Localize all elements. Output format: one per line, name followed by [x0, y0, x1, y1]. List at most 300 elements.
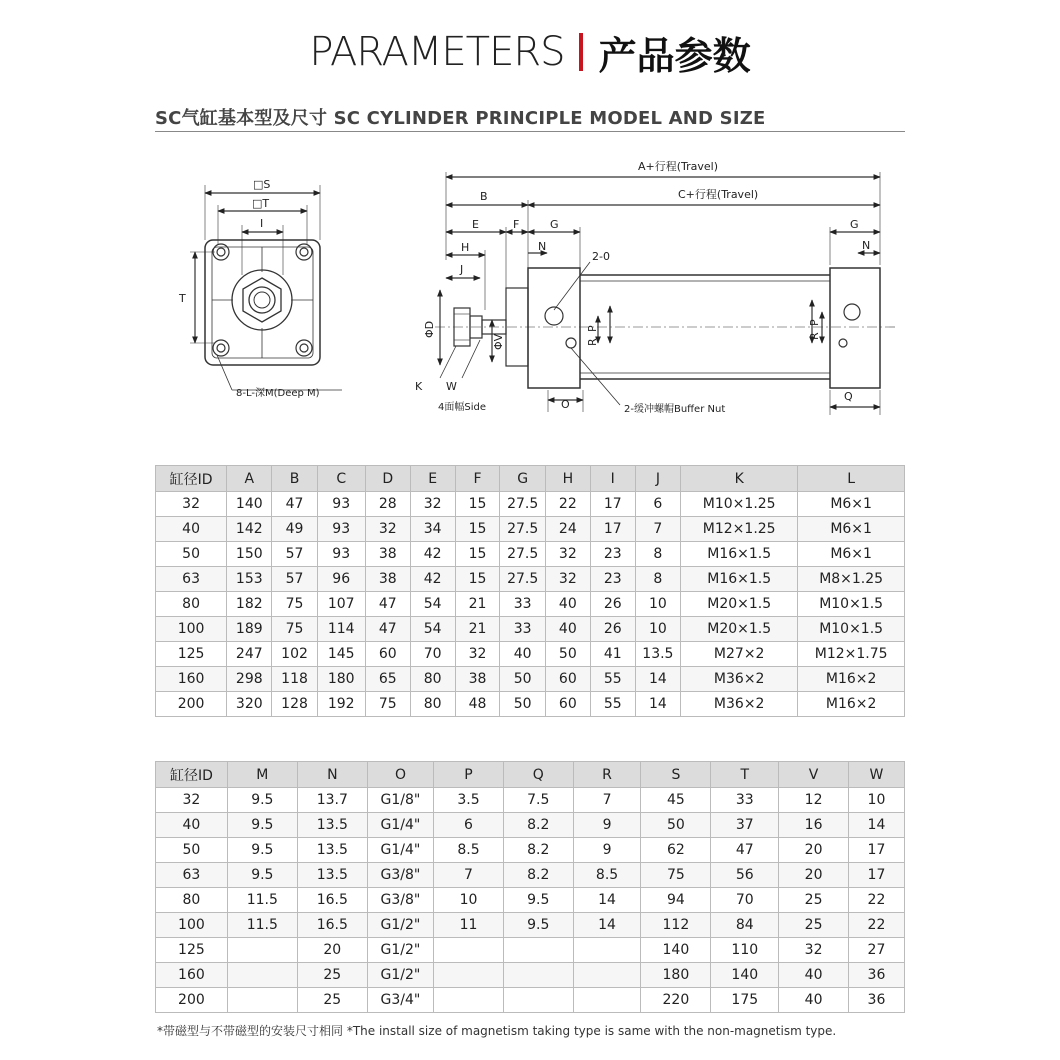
table-cell: 25 [297, 963, 367, 988]
table-cell: 7 [434, 863, 504, 888]
table-cell: 42 [410, 542, 455, 567]
table-cell: 27.5 [500, 567, 545, 592]
dim-n-label: N [538, 240, 547, 253]
table-cell [434, 938, 504, 963]
table-cell: 38 [455, 667, 500, 692]
table-cell: 145 [317, 642, 365, 667]
column-header: D [365, 466, 410, 492]
table-cell: 21 [455, 592, 500, 617]
table-cell: 112 [641, 913, 711, 938]
table-cell: M16×2 [798, 667, 905, 692]
table-cell: 57 [272, 567, 317, 592]
table-cell: 50 [545, 642, 590, 667]
table-cell: 13.5 [297, 838, 367, 863]
column-header: 缸径ID [156, 762, 228, 788]
table-cell: 14 [573, 888, 641, 913]
table-row [156, 617, 905, 642]
table-cell: 180 [641, 963, 711, 988]
table-cell: 40 [545, 617, 590, 642]
table-cell: 25 [779, 913, 849, 938]
table-cell: 75 [365, 692, 410, 717]
table-cell: M12×1.25 [681, 517, 798, 542]
table-cell: 32 [455, 642, 500, 667]
table-cell: 13.5 [635, 642, 680, 667]
dim-o-label: O [561, 398, 570, 411]
table-cell [503, 938, 573, 963]
table-cell [573, 988, 641, 1013]
table-cell: 118 [272, 667, 317, 692]
table-cell: 27.5 [500, 492, 545, 517]
table-cell: 140 [227, 492, 272, 517]
dim-d-label: ΦD [423, 320, 436, 338]
table-cell: 17 [590, 517, 635, 542]
table-cell: 7 [635, 517, 680, 542]
dim-k-label: K [415, 380, 423, 393]
table-cell: 10 [434, 888, 504, 913]
table-row [156, 667, 905, 692]
title-separator [579, 33, 583, 71]
column-header: G [500, 466, 545, 492]
table-cell: 11.5 [227, 888, 297, 913]
table-cell: 34 [410, 517, 455, 542]
table-cell: 6 [635, 492, 680, 517]
table-cell [227, 963, 297, 988]
table-cell: 32 [779, 938, 849, 963]
table-cell: G1/4" [367, 813, 433, 838]
table-cell: 8 [635, 567, 680, 592]
table-cell: 49 [272, 517, 317, 542]
table-cell: 32 [545, 542, 590, 567]
table-cell: 180 [317, 667, 365, 692]
table-cell: 93 [317, 492, 365, 517]
table-cell: 9.5 [227, 788, 297, 813]
dim-q-label: Q [844, 390, 853, 403]
dimension-table-2 [155, 761, 905, 1013]
table-cell: 3.5 [434, 788, 504, 813]
table-cell: 32 [365, 517, 410, 542]
table-cell: 27.5 [500, 542, 545, 567]
table-row [156, 988, 905, 1013]
column-header: J [635, 466, 680, 492]
table-cell: M6×1 [798, 542, 905, 567]
dim-i-label: I [260, 217, 264, 230]
table-cell: 40 [500, 642, 545, 667]
table-cell: 28 [365, 492, 410, 517]
table-cell: 102 [272, 642, 317, 667]
table-cell: 75 [272, 592, 317, 617]
dim-g-label: G [550, 218, 559, 231]
table-cell: 125 [156, 642, 227, 667]
dim-n2-label: N [862, 239, 871, 252]
table-row [156, 813, 905, 838]
column-header: N [297, 762, 367, 788]
table-row [156, 542, 905, 567]
table-cell: 60 [545, 667, 590, 692]
table-cell: 15 [455, 492, 500, 517]
front-view [190, 185, 342, 390]
table-cell: 114 [317, 617, 365, 642]
table-row [156, 963, 905, 988]
table-cell: 36 [848, 988, 904, 1013]
table-cell: 107 [317, 592, 365, 617]
column-header: V [779, 762, 849, 788]
table-cell: M16×1.5 [681, 542, 798, 567]
column-header: S [641, 762, 711, 788]
table-cell: 9 [573, 838, 641, 863]
dim-j-label: J [460, 263, 464, 276]
table-cell: 10 [848, 788, 904, 813]
table-cell: 8.5 [434, 838, 504, 863]
table-cell: 47 [365, 592, 410, 617]
table-cell: 140 [711, 963, 779, 988]
table-cell: 13.7 [297, 788, 367, 813]
table-cell [227, 938, 297, 963]
table-cell: 20 [779, 863, 849, 888]
table-cell: 80 [156, 888, 228, 913]
table-cell: 26 [590, 592, 635, 617]
table-cell: 65 [365, 667, 410, 692]
table-row [156, 913, 905, 938]
table-row [156, 517, 905, 542]
table-cell: 32 [545, 567, 590, 592]
table-cell: G3/8" [367, 863, 433, 888]
footnote: *带磁型与不带磁型的安装尺寸相同 *The install size of magnetism taking type is same with the non-magnetism type. [157, 1024, 837, 1038]
table-cell: G3/8" [367, 888, 433, 913]
table-row [156, 592, 905, 617]
table-cell: 24 [545, 517, 590, 542]
table-cell: 192 [317, 692, 365, 717]
hole-note-label: 8-L-深M(Deep M) [236, 388, 320, 399]
table-cell: 100 [156, 913, 228, 938]
dim-t-label: □T [252, 197, 270, 210]
table-cell: 63 [156, 567, 227, 592]
table-cell: 150 [227, 542, 272, 567]
table-row [156, 838, 905, 863]
table-2-header-row [156, 762, 905, 788]
table-cell: 16.5 [297, 888, 367, 913]
table-row [156, 863, 905, 888]
table-cell: 96 [317, 567, 365, 592]
table-cell: 33 [500, 617, 545, 642]
table-cell: 14 [848, 813, 904, 838]
table-cell: 75 [641, 863, 711, 888]
table-cell: 22 [545, 492, 590, 517]
table-cell: 16 [779, 813, 849, 838]
table-cell: 70 [711, 888, 779, 913]
table-cell: 27.5 [500, 517, 545, 542]
table-cell: 8 [635, 542, 680, 567]
table-cell: M36×2 [681, 667, 798, 692]
column-header: L [798, 466, 905, 492]
table-cell: G1/2" [367, 938, 433, 963]
dim-a-label: A+行程(Travel) [638, 160, 719, 173]
table-row [156, 888, 905, 913]
table-row [156, 567, 905, 592]
table-cell: 40 [779, 963, 849, 988]
table-cell: 93 [317, 542, 365, 567]
table-cell: 220 [641, 988, 711, 1013]
table-cell: M6×1 [798, 492, 905, 517]
table-cell: 7.5 [503, 788, 573, 813]
table-cell: 6 [434, 813, 504, 838]
table-cell: 9 [573, 813, 641, 838]
table-cell: 33 [500, 592, 545, 617]
table-cell: 10 [635, 617, 680, 642]
table-cell: 50 [500, 692, 545, 717]
table-cell: 32 [156, 788, 228, 813]
table-cell: 40 [156, 517, 227, 542]
column-header: P [434, 762, 504, 788]
table-cell: 75 [272, 617, 317, 642]
table-cell: 20 [297, 938, 367, 963]
table-cell [434, 963, 504, 988]
dimension-table-1 [155, 465, 905, 717]
table-cell: 189 [227, 617, 272, 642]
table-cell: 84 [711, 913, 779, 938]
page-title-en: PARAMETERS [309, 29, 565, 75]
table-cell: 32 [156, 492, 227, 517]
table-cell: 10 [635, 592, 680, 617]
column-header: 缸径ID [156, 466, 227, 492]
table-cell: 160 [156, 963, 228, 988]
table-cell: 153 [227, 567, 272, 592]
table-cell: 50 [500, 667, 545, 692]
table-cell: M27×2 [681, 642, 798, 667]
table-cell: 8.2 [503, 863, 573, 888]
page-header [0, 26, 1060, 78]
table-cell: 9.5 [227, 813, 297, 838]
table-cell: 54 [410, 617, 455, 642]
dim-s-label: □S [253, 178, 271, 191]
column-header: B [272, 466, 317, 492]
table-cell: M16×2 [798, 692, 905, 717]
dim-p2-label: P [808, 319, 821, 326]
table-cell: 63 [156, 863, 228, 888]
table-cell: 41 [590, 642, 635, 667]
table-cell: M8×1.25 [798, 567, 905, 592]
table-cell: 48 [455, 692, 500, 717]
table-cell: 13.5 [297, 813, 367, 838]
table-cell: 15 [455, 567, 500, 592]
table-cell: 50 [641, 813, 711, 838]
table-cell: 23 [590, 567, 635, 592]
dim-v-label: ΦV [492, 333, 505, 350]
table-cell: 11.5 [227, 913, 297, 938]
table-cell: 27 [848, 938, 904, 963]
table-cell: M10×1.25 [681, 492, 798, 517]
table-cell: 16.5 [297, 913, 367, 938]
table-cell: 15 [455, 517, 500, 542]
table-cell: 11 [434, 913, 504, 938]
table-cell [227, 988, 297, 1013]
table-cell [434, 988, 504, 1013]
table-cell: 26 [590, 617, 635, 642]
table-cell: 55 [590, 667, 635, 692]
table-cell: 14 [635, 667, 680, 692]
table-cell: 80 [410, 667, 455, 692]
table-row [156, 938, 905, 963]
dim-c-label: C+行程(Travel) [678, 188, 759, 201]
table-cell: 54 [410, 592, 455, 617]
column-header: H [545, 466, 590, 492]
table-cell: 182 [227, 592, 272, 617]
table-cell: 17 [848, 838, 904, 863]
table-cell: 38 [365, 567, 410, 592]
page-title-zh: 产品参数 [598, 33, 751, 78]
section-title: SC气缸基本型及尺寸 SC CYLINDER PRINCIPLE MODEL AND SIZE [155, 108, 766, 129]
column-header: Q [503, 762, 573, 788]
table-cell [503, 963, 573, 988]
table-cell: 80 [410, 692, 455, 717]
table-cell: 142 [227, 517, 272, 542]
table-cell: G1/4" [367, 838, 433, 863]
table-cell: M36×2 [681, 692, 798, 717]
column-header: A [227, 466, 272, 492]
section-divider [155, 131, 905, 132]
column-header: R [573, 762, 641, 788]
table-cell: 47 [365, 617, 410, 642]
table-cell: 175 [711, 988, 779, 1013]
column-header: C [317, 466, 365, 492]
table-cell: 57 [272, 542, 317, 567]
table-cell: 20 [779, 838, 849, 863]
table-1-header-row [156, 466, 905, 492]
table-cell: 17 [848, 863, 904, 888]
table-cell: 128 [272, 692, 317, 717]
table-cell: 110 [711, 938, 779, 963]
table-cell: 200 [156, 692, 227, 717]
column-header: M [227, 762, 297, 788]
column-header: F [455, 466, 500, 492]
table-cell: 38 [365, 542, 410, 567]
table-cell: 14 [573, 913, 641, 938]
table-cell: 9.5 [503, 888, 573, 913]
table-cell: 47 [272, 492, 317, 517]
table-cell: 25 [779, 888, 849, 913]
table-cell [573, 938, 641, 963]
table-cell: M12×1.75 [798, 642, 905, 667]
table-cell: 50 [156, 838, 228, 863]
table-cell: 13.5 [297, 863, 367, 888]
table-cell: 21 [455, 617, 500, 642]
table-cell: 12 [779, 788, 849, 813]
table-cell: 22 [848, 913, 904, 938]
dim-p-label: P [586, 325, 599, 332]
table-cell: 8.2 [503, 838, 573, 863]
table-cell: 17 [590, 492, 635, 517]
table-cell: 320 [227, 692, 272, 717]
table-cell: 14 [635, 692, 680, 717]
table-cell: 32 [410, 492, 455, 517]
table-cell: 94 [641, 888, 711, 913]
table-row [156, 788, 905, 813]
table-cell: 55 [590, 692, 635, 717]
table-cell: 8.2 [503, 813, 573, 838]
table-cell: G1/2" [367, 963, 433, 988]
table-cell: 70 [410, 642, 455, 667]
table-row [156, 642, 905, 667]
table-row [156, 492, 905, 517]
port-label: 2-0 [592, 250, 610, 263]
dim-g2-label: G [850, 218, 859, 231]
dim-h-label: H [461, 241, 470, 254]
dim-b-label: B [480, 190, 488, 203]
table-cell: 42 [410, 567, 455, 592]
table-cell: 160 [156, 667, 227, 692]
table-cell: 40 [156, 813, 228, 838]
table-cell [503, 988, 573, 1013]
cylinder-dimension-drawing [150, 150, 910, 435]
column-header: E [410, 466, 455, 492]
table-cell: 8.5 [573, 863, 641, 888]
table-cell: 9.5 [227, 838, 297, 863]
table-cell: M20×1.5 [681, 617, 798, 642]
table-cell: 125 [156, 938, 228, 963]
table-cell: 247 [227, 642, 272, 667]
column-header: W [848, 762, 904, 788]
table-cell: 23 [590, 542, 635, 567]
table-cell: 22 [848, 888, 904, 913]
table-cell: M16×1.5 [681, 567, 798, 592]
table-cell: 200 [156, 988, 228, 1013]
side-view [435, 172, 895, 415]
table-cell: 47 [711, 838, 779, 863]
table-cell: 60 [365, 642, 410, 667]
table-cell: 140 [641, 938, 711, 963]
table-cell: G3/4" [367, 988, 433, 1013]
table-cell: 56 [711, 863, 779, 888]
table-cell: M10×1.5 [798, 617, 905, 642]
table-cell: 37 [711, 813, 779, 838]
column-header: I [590, 466, 635, 492]
table-cell: 9.5 [227, 863, 297, 888]
side-flats-label: 4面幅Side [438, 402, 486, 413]
table-cell: 36 [848, 963, 904, 988]
table-cell: 50 [156, 542, 227, 567]
table-cell: 45 [641, 788, 711, 813]
table-cell: 62 [641, 838, 711, 863]
table-cell: 80 [156, 592, 227, 617]
dim-e-label: E [472, 218, 479, 231]
dim-w-label: W [446, 380, 457, 393]
table-cell: 33 [711, 788, 779, 813]
table-cell: 100 [156, 617, 227, 642]
table-cell: 7 [573, 788, 641, 813]
buffer-nut-label: 2-缓冲螺帽Buffer Nut [624, 404, 726, 415]
table-cell: 9.5 [503, 913, 573, 938]
table-cell: 298 [227, 667, 272, 692]
table-cell: G1/2" [367, 913, 433, 938]
table-row [156, 692, 905, 717]
column-header: O [367, 762, 433, 788]
dim-r2-label: R [808, 332, 821, 340]
dim-r-label: R [586, 338, 599, 346]
table-cell: 93 [317, 517, 365, 542]
table-cell: 40 [545, 592, 590, 617]
table-cell: M20×1.5 [681, 592, 798, 617]
column-header: K [681, 466, 798, 492]
table-cell: 25 [297, 988, 367, 1013]
table-cell: 60 [545, 692, 590, 717]
table-cell: G1/8" [367, 788, 433, 813]
table-cell: M6×1 [798, 517, 905, 542]
table-cell: M10×1.5 [798, 592, 905, 617]
table-cell: 40 [779, 988, 849, 1013]
table-cell [573, 963, 641, 988]
table-cell: 15 [455, 542, 500, 567]
dim-f-label: F [513, 218, 520, 231]
dim-t-side-label: T [179, 292, 186, 305]
